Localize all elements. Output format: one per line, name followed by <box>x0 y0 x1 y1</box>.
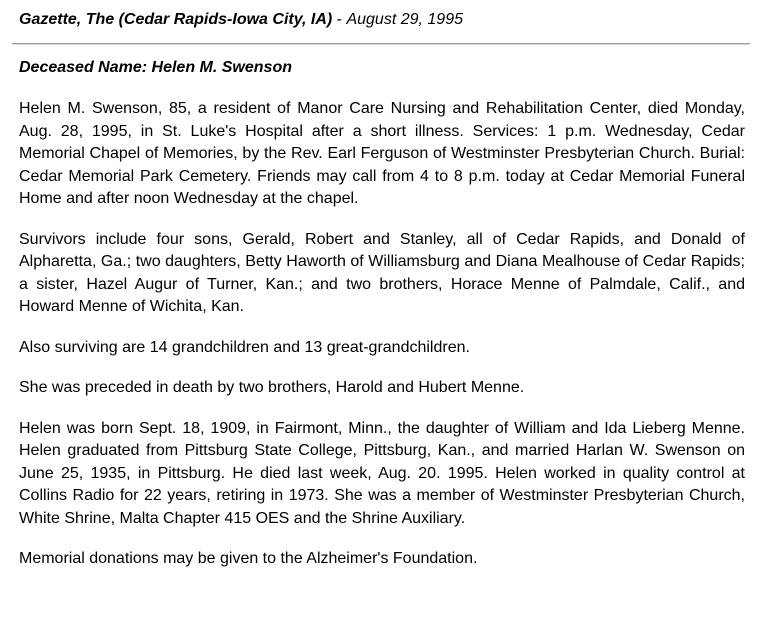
publication-date: August 29, 1995 <box>346 11 463 28</box>
publication-name: Gazette, The (Cedar Rapids-Iowa City, IA) <box>19 11 333 28</box>
paragraph-preceded: She was preceded in death by two brothers, Harold and Hubert Menne. <box>19 379 525 396</box>
document-header <box>19 10 463 30</box>
paragraph-grandchildren: Also surviving are 14 grandchildren and 13 great-grandchildren. <box>19 338 470 356</box>
header-divider <box>12 43 750 45</box>
obituary-body <box>19 98 745 589</box>
header-separator: - <box>332 11 347 28</box>
paragraph-services: Helen M. Swenson, 85, a resident of Manor Care Nursing and Rehabilitation Center, died Monday, Aug. 28, 1995, in St. Luke's Hospital after a short illness. Services: 1 p.m. Wednesday, Cedar Memorial Chapel of Memories, by the Rev. Earl Ferguson of Westminster Presbyterian Church. Burial: Cedar Memorial Park Cemetery. Friends may call from 4 to 8 p.m. today at Cedar Memorial Funeral Home and after noon Wednesday at the chapel. <box>19 100 745 207</box>
paragraph-memorials: Memorial donations may be given to the Alzheimer's Foundation. <box>19 550 478 567</box>
paragraph-biography: Helen was born Sept. 18, 1909, in Fairmont, Minn., the daughter of William and Ida Lieberg Menne. Helen graduated from Pittsburg State College, Pittsburg, Kan., and married Harlan W. Swenson on June 25, 1935, in Pittsburg. He died last week, Aug. 20. 1995. Helen worked in quality control at Collins Radio for 22 years, retiring in 1973. She was a member of Westminster Presbyterian Church, White Shrine, Malta Chapter 415 OES and the Shrine Auxiliary. <box>19 419 745 527</box>
deceased-name-heading: Deceased Name: Helen M. Swenson <box>19 59 292 76</box>
paragraph-survivors: Survivors include four sons, Gerald, Robert and Stanley, all of Cedar Rapids, and Donald of Alpharetta, Ga.; two daughters, Betty Haworth of Williamsburg and Diana Mealhouse of Cedar Rapids; a sister, Hazel Augur of Turner, Kan.; and two brothers, Horace Menne of Palmdale, Calif., and Howard Menne of Wichita, Kan. <box>19 230 745 315</box>
